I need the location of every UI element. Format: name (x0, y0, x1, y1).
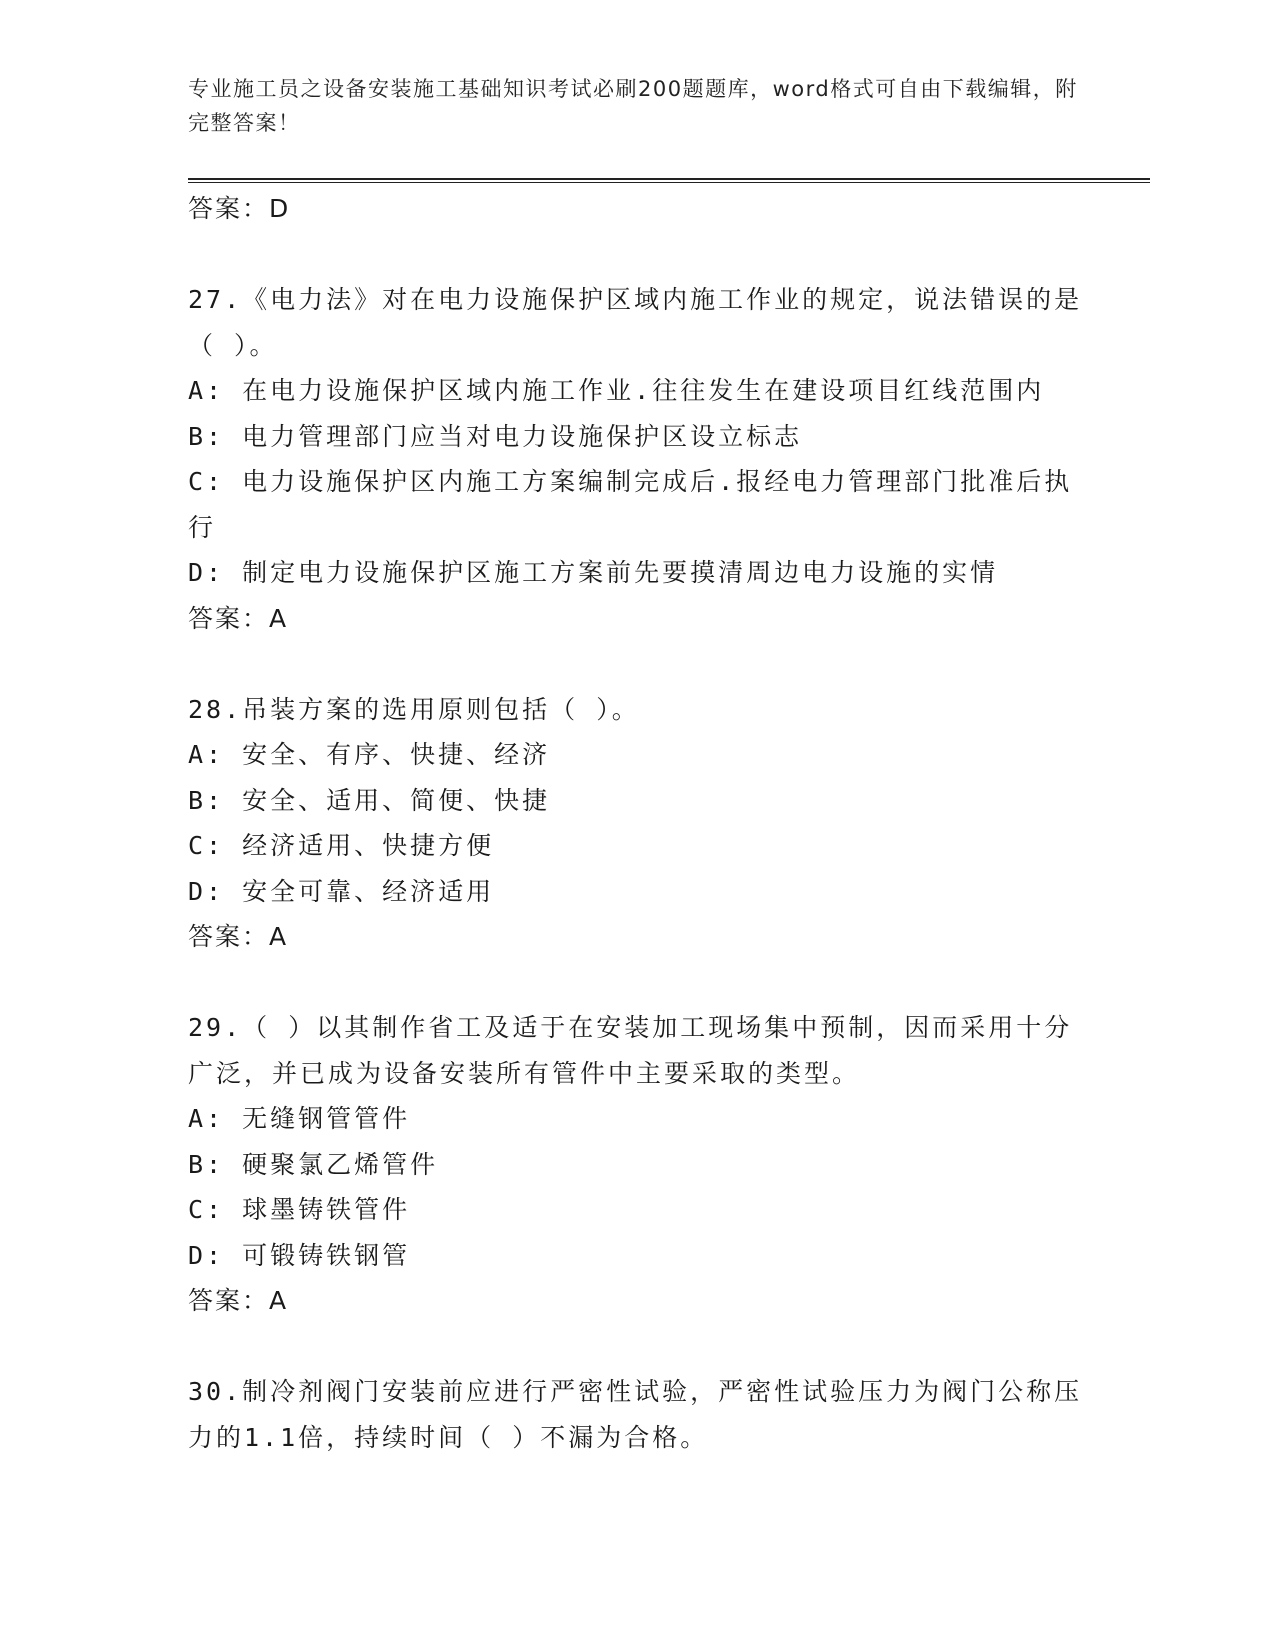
option-a: A: 无缝钢管管件 (188, 1104, 411, 1133)
answer-line: 答案：A (188, 922, 289, 951)
question-text: 30.制冷剂阀门安装前应进行严密性试验，严密性试验压力为阀门公称压力的1.1倍，持续时间（ ）不漏为合格。 (188, 1377, 1083, 1452)
option-b: B: 安全、适用、简便、快捷 (188, 785, 551, 815)
answer-line: 答案：A (188, 1286, 289, 1315)
question-28 (188, 687, 1088, 960)
option-b: B: 硬聚氯乙烯管件 (188, 1149, 439, 1179)
answer-line: 答案：D (188, 194, 291, 223)
option-c: C: 经济适用、快捷方便 (188, 831, 495, 860)
spacer (188, 641, 1088, 687)
question-content (188, 186, 1088, 1460)
question-30 (188, 1369, 1088, 1460)
answer-line: 答案：A (188, 603, 289, 633)
option-b: B: 电力管理部门应当对电力设施保护区设立标志 (188, 421, 803, 451)
question-29 (188, 1005, 1088, 1324)
question-text: 29.（ ）以其制作省工及适于在安装加工现场集中预制，因而采用十分广泛，并已成为设备安装所有管件中主要采取的类型。 (188, 1013, 1073, 1088)
option-c: C: 电力设施保护区内施工方案编制完成后.报经电力管理部门批准后执行 (188, 467, 1073, 542)
spacer (188, 960, 1088, 1006)
header-title: 专业施工员之设备安装施工基础知识考试必刷200题题库，word格式可自由下载编辑，附完整答案！ (188, 77, 1078, 135)
header-divider (188, 178, 1150, 183)
spacer (188, 232, 1088, 278)
option-c: C: 球墨铸铁管件 (188, 1195, 411, 1224)
document-header (188, 72, 1088, 140)
option-d: D: 制定电力设施保护区施工方案前先要摸清周边电力设施的实情 (188, 558, 999, 587)
option-d: D: 安全可靠、经济适用 (188, 876, 495, 906)
question-text: 28.吊装方案的选用原则包括（ ）。 (188, 694, 640, 724)
question-text: 27.《电力法》对在电力设施保护区域内施工作业的规定，说法错误的是（ ）。 (188, 285, 1083, 360)
option-a: A: 安全、有序、快捷、经济 (188, 740, 551, 769)
question-27 (188, 277, 1088, 641)
option-a: A: 在电力设施保护区域内施工作业.往往发生在建设项目红线范围内 (188, 376, 1045, 405)
option-d: D: 可锻铸铁钢管 (188, 1240, 411, 1270)
spacer (188, 1324, 1088, 1370)
